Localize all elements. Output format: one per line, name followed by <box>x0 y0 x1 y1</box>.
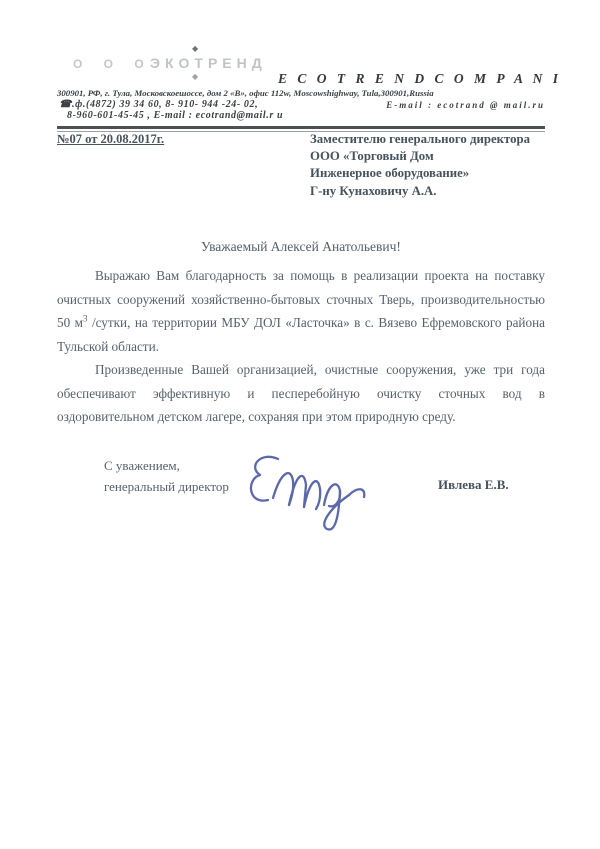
recipient-line: Инженерное оборудование» <box>310 166 470 181</box>
logo-ooo-text: О О О <box>73 57 153 71</box>
paragraph-2: Произведенные Вашей организацией, очистные сооружения, уже три года обеспечивают эффективную и песперебойную очистку сточных вод в оздоровительном детском лагере, сохраняя при этом природную среду. <box>57 362 545 424</box>
recipient-line: Г-ну Кунаховичу А.А. <box>310 183 437 198</box>
email-address: E-mail : ecotrand @ mail.ru <box>386 100 545 110</box>
logo-brand-text: ЭКОТРЕНД <box>150 55 267 71</box>
phone-line-1: ☎.ф.(4872) 39 34 60, 8- 910- 944 -24- 02, <box>59 99 259 110</box>
letter-body <box>57 264 545 429</box>
logo-diamond-icon: ◆ <box>192 44 199 53</box>
logo-diamond-icon: ◆ <box>192 72 199 81</box>
closing-salutation: С уважением, <box>104 458 180 473</box>
superscript-3: 3 <box>83 313 88 324</box>
recipient-line: ООО «Торговый Дом <box>310 149 434 164</box>
paragraph-1 <box>57 264 545 358</box>
signer-name: Ивлева Е.В. <box>438 477 509 492</box>
recipient-block <box>310 131 560 200</box>
closing-title: генеральный директор <box>104 479 229 494</box>
phone-line-2: 8-960-601-45-45 , E-mail : ecotrand@mail.r u <box>67 110 284 121</box>
signature-image <box>246 443 386 535</box>
recipient-line: Заместителю генерального директора <box>310 132 531 146</box>
greeting: Уважаемый Алексей Анатольевич! <box>201 239 401 254</box>
header-divider-thick <box>57 126 545 129</box>
reference-number: №07 от 20.08.2017г. <box>57 132 165 146</box>
company-name-en: E C O T R E N D C O M P A N I <box>278 71 562 86</box>
company-address: 300901, РФ, г. Тула, Московскоешоссе, дом 2 «В», офис 112w, Moscowshighway, Tula,300901,Russia <box>57 88 434 98</box>
paragraph-1-text: /сутки, на территории МБУ ДОЛ «Ласточка» в с. Вязево Ефремовского района Тульской области. <box>57 315 545 354</box>
paragraph-1-text: Выражаю Вам благодарность за помощь в реализации проекта на поставку очистных сооружений хозяйственно-бытовых сточных Тверь, производительностью 50 м <box>57 268 545 330</box>
